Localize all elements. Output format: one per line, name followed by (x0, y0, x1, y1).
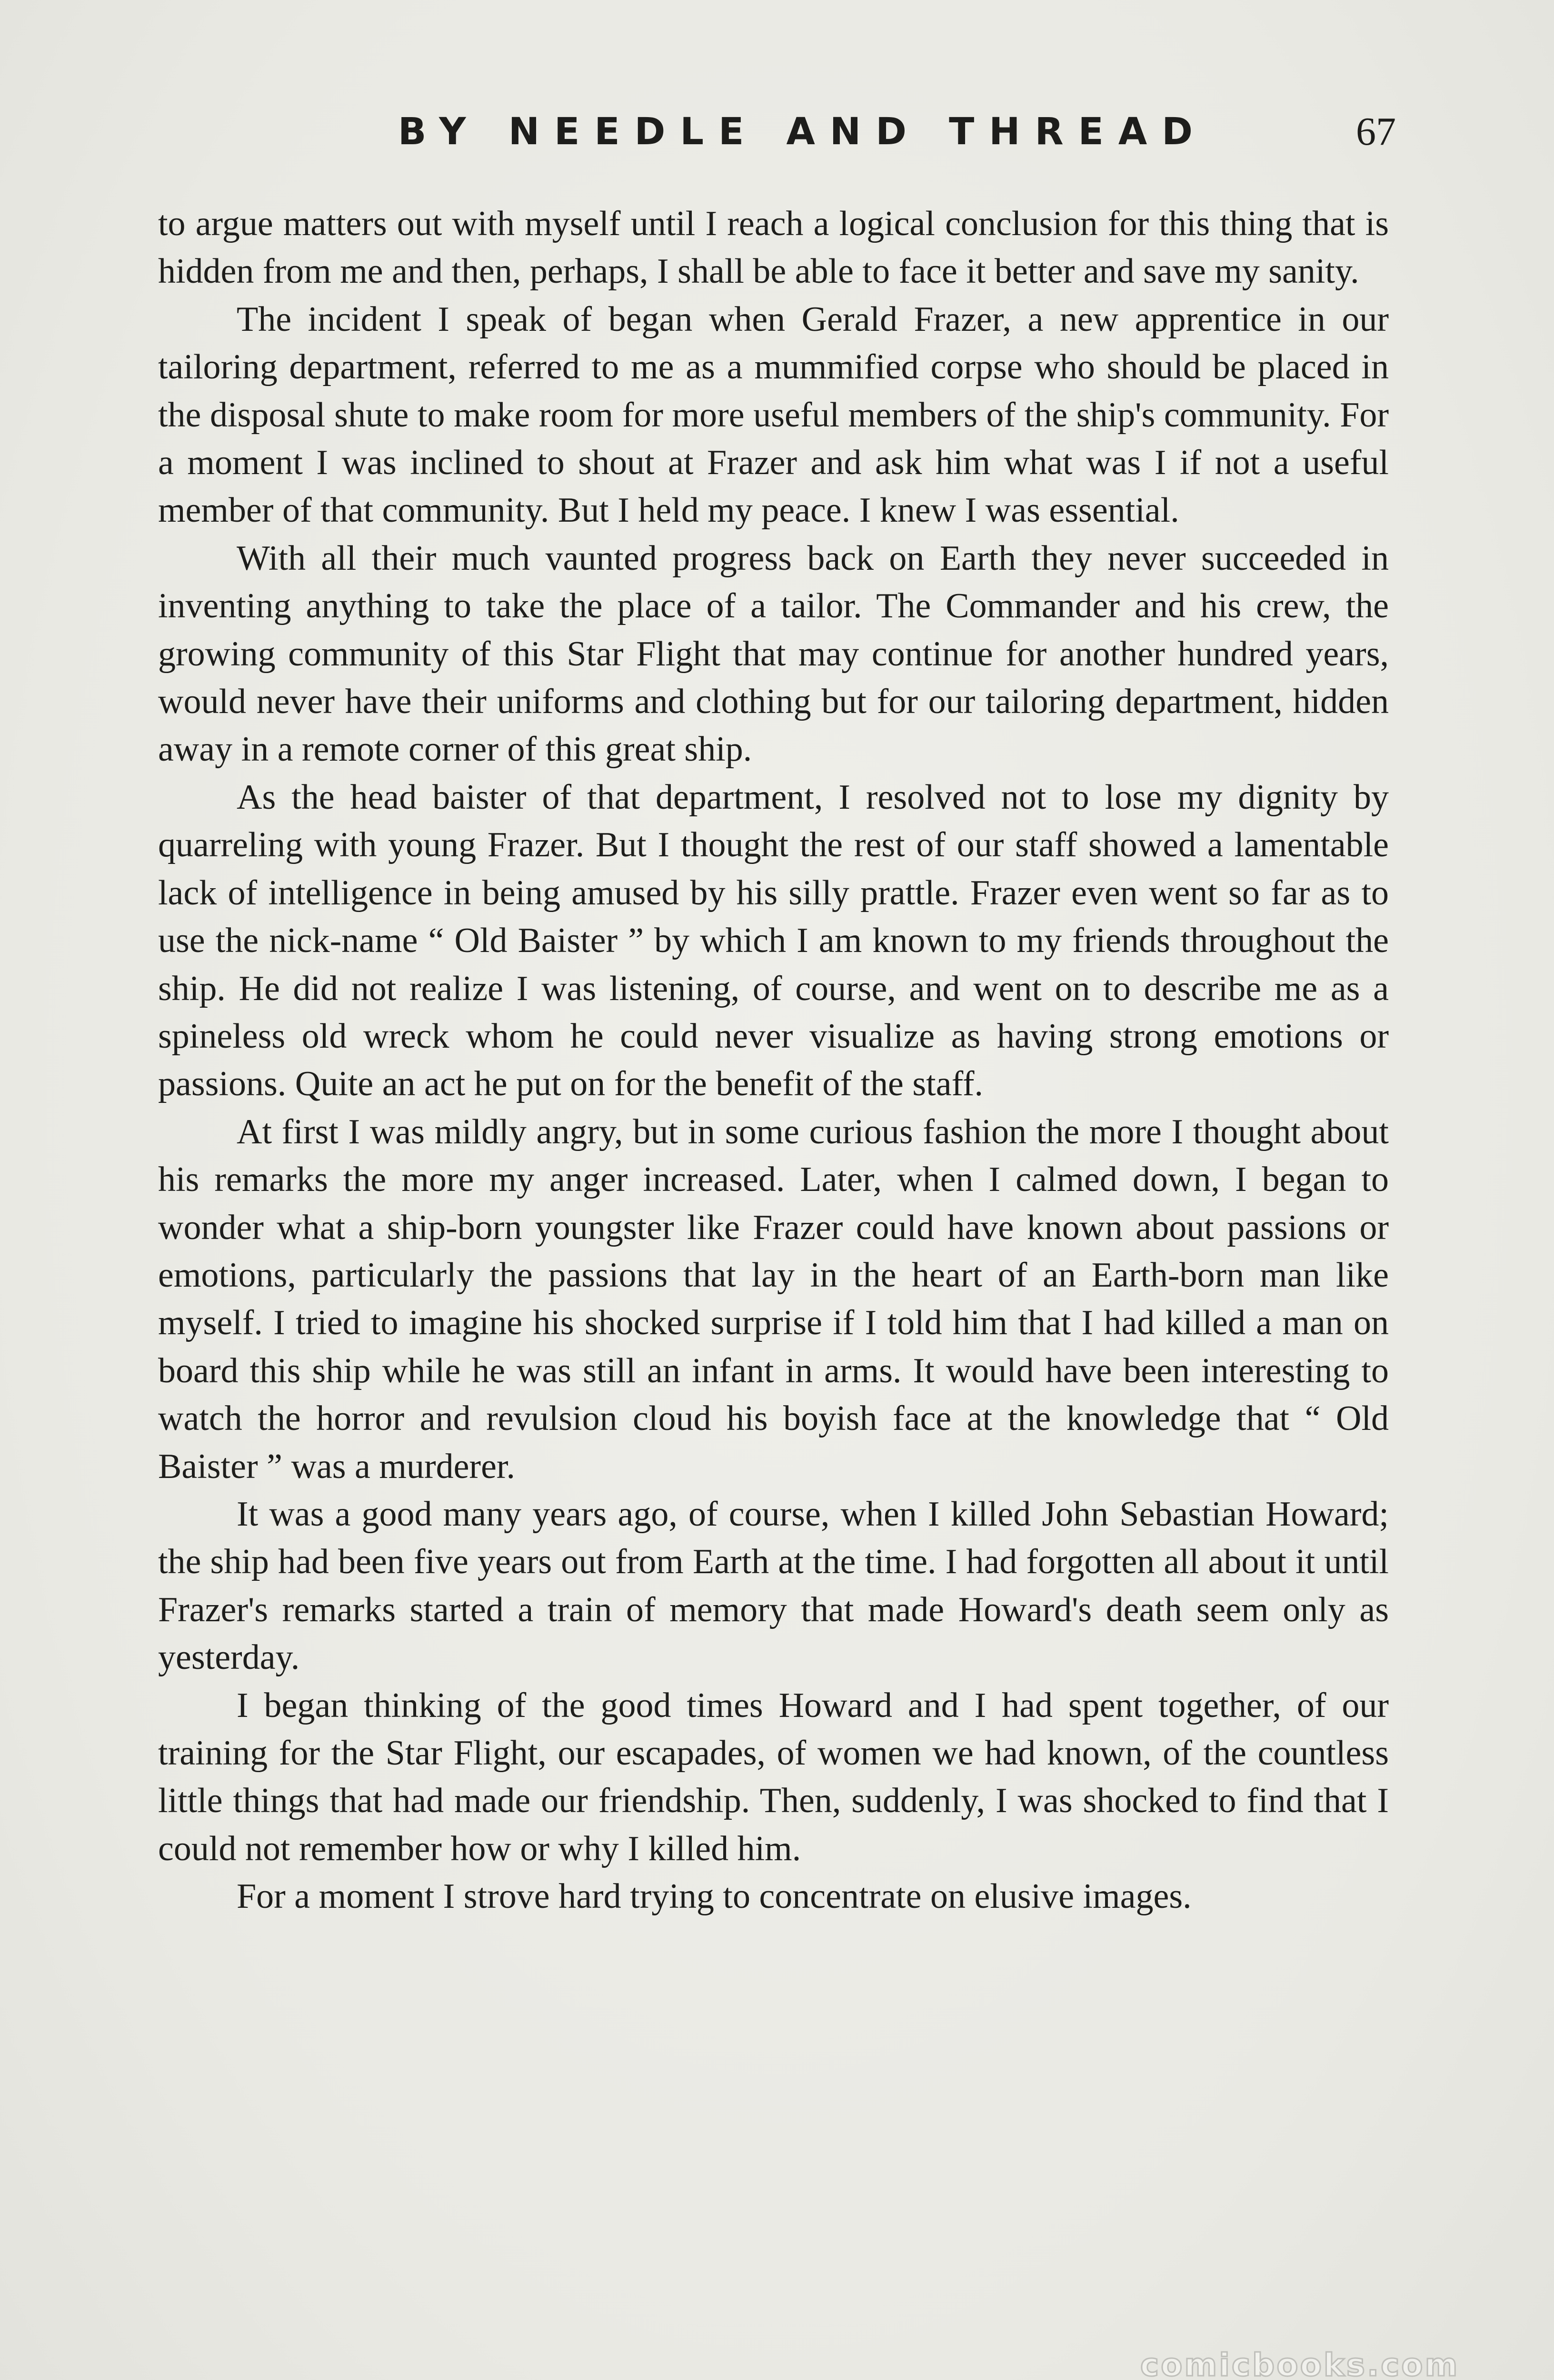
running-title: BY NEEDLE AND THREAD (398, 110, 1208, 153)
page-number: 67 (1356, 109, 1396, 154)
body-text (158, 200, 1389, 1921)
watermark: comicbooks.com (1140, 2347, 1460, 2380)
paragraph: At first I was mildly angry, but in some curious fashion the more I thought about his remarks the more my anger increased. Later, when I calmed down, I began to wonder what a ship-born youngster like Frazer could have known about passions or emotions, particularly the passions that lay in the heart of an Earth-born man like myself. I tried to imagine his shocked surprise if I told him that I had killed a man on board this ship while he was still an infant in arms. It would have been interesting to watch the horror and revulsion cloud his boyish face at the knowledge that “ Old Baister ” was a murderer. (158, 1112, 1389, 1486)
paragraph: It was a good many years ago, of course, when I killed John Sebastian Howard; the ship had been five years out from Earth at the time. I had forgotten all about it until Frazer's remarks started a train of memory that made Howard's death seem only as yesterday. (158, 1494, 1389, 1677)
paragraph: I began thinking of the good times Howard and I had spent together, of our training for the Star Flight, our escapades, of women we had known, of the countless little things that had made our friendship. Then, suddenly, I was shocked to find that I could not remember how or why I killed him. (158, 1686, 1389, 1868)
paragraph: As the head baister of that department, I resolved not to lose my dignity by quarreling with young Frazer. But I thought the rest of our staff showed a lamentable lack of intelligence in being amused by his silly prattle. Frazer even went so far as to use the nick-name “ Old Baister ” by which I am known to my friends throughout the ship. He did not realize I was listening, of course, and went on to describe me as a spineless old wreck whom he could never visualize as having strong emotions or passions. Quite an act he put on for the benefit of the staff. (158, 777, 1389, 1104)
paragraph: With all their much vaunted progress back on Earth they never succeeded in inventing anything to take the place of a tailor. The Commander and his crew, the growing community of this Star Flight that may continue for another hundred years, would never have their uniforms and clothing but for our tailoring department, hidden away in a remote corner of this great ship. (158, 538, 1389, 769)
paragraph-continued: to argue matters out with myself until I reach a logical conclusion for this thing that is hidden from me and then, perhaps, I shall be able to face it better and save my sanity. (158, 204, 1389, 291)
running-head (0, 106, 1554, 158)
paragraph: The incident I speak of began when Gerald Frazer, a new apprentice in our tailoring department, referred to me as a mummified corpse who should be placed in the disposal shute to make room for more useful members of the ship's community. For a moment I was inclined to shout at Frazer and ask him what was I if not a useful member of that community. But I held my peace. I knew I was essential. (158, 299, 1389, 530)
paragraph: For a moment I strove hard trying to concentrate on elusive images. (237, 1877, 1192, 1916)
